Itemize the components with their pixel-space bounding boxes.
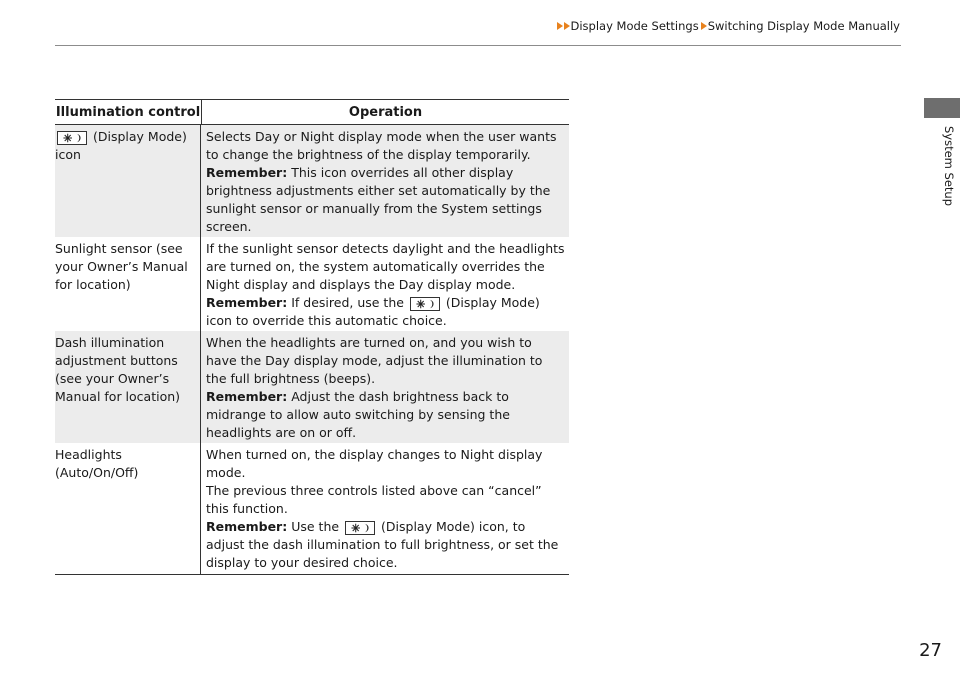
illumination-table <box>55 99 569 575</box>
operation-text: When turned on, the display changes to Night display mode. <box>206 447 543 480</box>
breadcrumb <box>557 19 903 33</box>
operation-cell <box>201 237 569 331</box>
remember-note: Remember: If desired, use the (Display Mode) icon to override this automatic choice. <box>206 295 540 328</box>
table-row <box>55 125 569 237</box>
control-cell <box>55 237 201 331</box>
header-operation: Operation <box>348 104 423 120</box>
control-label: Dash illumination adjustment buttons (see your Owner’s Manual for location) <box>55 335 181 404</box>
breadcrumb-item-display-mode-settings[interactable]: Display Mode Settings <box>570 19 699 33</box>
header-divider <box>55 45 901 46</box>
control-label: Headlights (Auto/On/Off) <box>55 447 139 480</box>
breadcrumb-arrow-icon <box>701 22 707 30</box>
remember-note: Remember: This icon overrides all other display brightness adjustments either set automatically by the sunlight sensor or manually from the System settings screen. <box>206 165 551 234</box>
table-row <box>55 443 569 575</box>
operation-cell <box>201 125 569 237</box>
operation-text: When the headlights are turned on, and you wish to have the Day display mode, adjust the illumination to the full brightness (beeps). <box>206 335 543 386</box>
table-row <box>55 237 569 331</box>
sun-moon-icon <box>345 521 375 535</box>
table-header-row <box>55 99 569 125</box>
operation-text: Selects Day or Night display mode when the user wants to change the brightness of the display temporarily. <box>206 129 557 162</box>
page-number: 27 <box>919 640 942 661</box>
header-illumination-control: Illumination control <box>55 100 202 124</box>
breadcrumb-arrow-icon <box>557 22 563 30</box>
sun-moon-icon <box>57 131 87 145</box>
operation-text: If the sunlight sensor detects daylight and the headlights are turned on, the system automatically overrides the Night display and displays the Day display mode. <box>206 241 565 292</box>
control-cell <box>55 331 201 443</box>
breadcrumb-arrow-icon <box>564 22 570 30</box>
operation-cell <box>201 443 569 574</box>
section-tab-marker <box>924 98 960 118</box>
remember-note: Remember: Adjust the dash brightness back to midrange to allow auto switching by sensing the headlights are on or off. <box>206 389 510 440</box>
control-cell <box>55 125 201 237</box>
operation-text: The previous three controls listed above can “cancel” this function. <box>206 483 542 516</box>
operation-cell <box>201 331 569 443</box>
sun-moon-icon <box>410 297 440 311</box>
control-label: Sunlight sensor (see your Owner’s Manual for location) <box>55 241 188 292</box>
remember-note: Remember: Use the (Display Mode) icon, to adjust the dash illumination to full brightness, or set the display to your desired choice. <box>206 519 559 570</box>
table-row <box>55 331 569 443</box>
control-cell <box>55 443 201 574</box>
breadcrumb-item-switching-display-mode[interactable]: Switching Display Mode Manually <box>707 19 900 33</box>
section-title: System Setup <box>942 126 956 207</box>
control-label: (Display Mode) icon <box>55 129 187 162</box>
